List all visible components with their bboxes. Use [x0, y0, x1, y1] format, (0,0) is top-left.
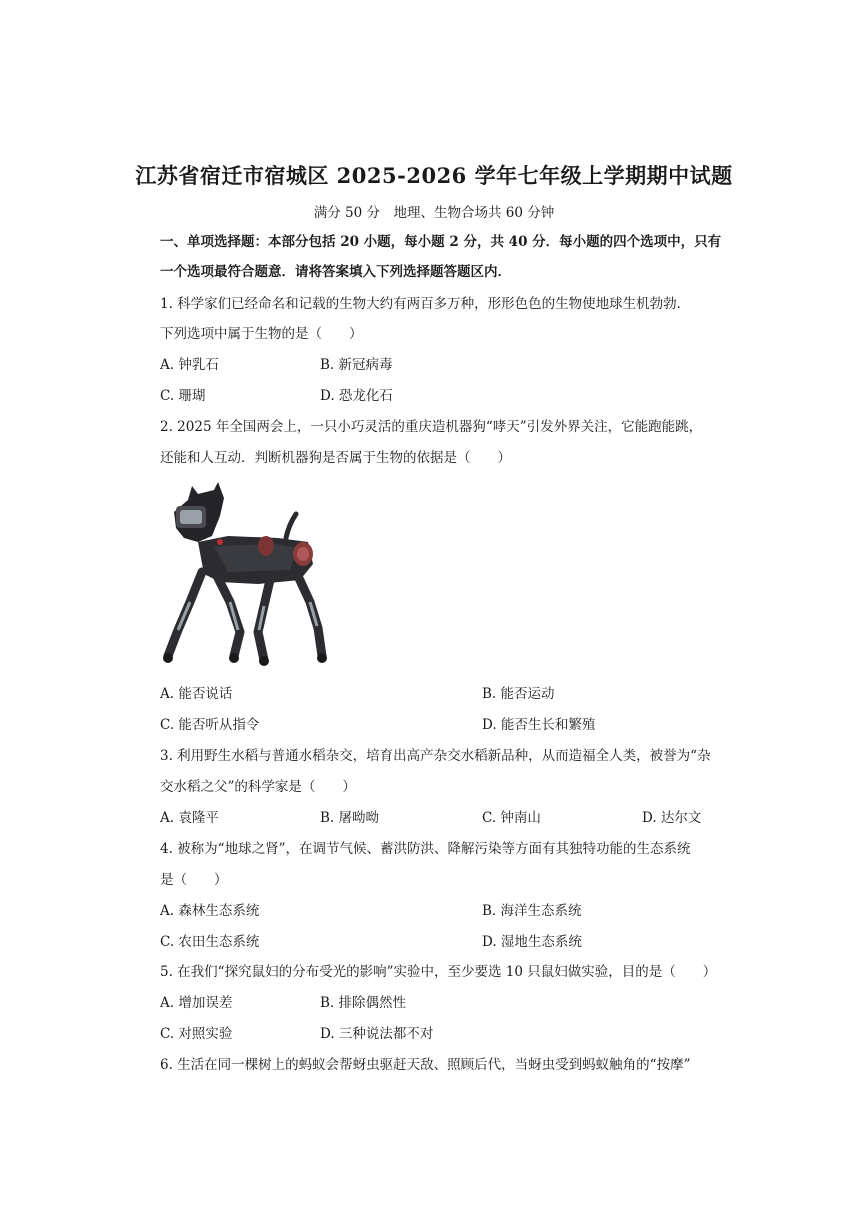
page-title: 江苏省宿迁市宿城区 2025-2026 学年七年级上学期期中试题	[135, 163, 733, 188]
question-3-option-a: A. 袁隆平	[160, 810, 219, 826]
question-3-option-c: C. 钟南山	[482, 810, 541, 826]
section-instruction-line1: 一、单项选择题：本部分包括 20 小题，每小题 2 分，共 40 分．每小题的四个选项中，只有	[160, 234, 722, 250]
question-2-option-c: C. 能否听从指令	[160, 717, 260, 733]
question-4-option-a: A. 森林生态系统	[160, 903, 260, 919]
question-5-option-d: D. 三种说法都不对	[320, 1026, 434, 1042]
page-subtitle: 满分 50 分 地理、生物合场共 60 分钟	[313, 205, 555, 221]
question-3-stem-line1: 3. 利用野生水稻与普通水稻杂交，培育出高产杂交水稻新品种，从而造福全人类，被誉为“杂	[160, 748, 711, 764]
question-1-option-b: B. 新冠病毒	[320, 357, 393, 373]
robot-dog-image	[158, 480, 334, 670]
question-2-option-a: A. 能否说话	[160, 686, 233, 702]
question-5-option-c: C. 对照实验	[160, 1026, 233, 1042]
question-3-stem-line2: 交水稻之父”的科学家是（ ）	[160, 779, 356, 795]
question-4-option-c: C. 农田生态系统	[160, 934, 260, 950]
question-2-option-b: B. 能否运动	[482, 686, 555, 702]
question-1-stem-line1: 1. 科学家们已经命名和记载的生物大约有两百多万种，形形色色的生物使地球生机勃勃．	[160, 296, 691, 312]
question-4-option-d: D. 湿地生态系统	[482, 934, 582, 950]
question-2-stem-line1: 2. 2025 年全国两会上，一只小巧灵活的重庆造机器狗“哮天”引发外界关注，它能跑能跳，	[160, 419, 703, 435]
question-5-stem-line1: 5. 在我们“探究鼠妇的分布受光的影响”实验中，至少要选 10 只鼠妇做实验，目的是（ ）	[160, 964, 717, 980]
question-1-option-c: C. 珊瑚	[160, 388, 206, 404]
question-1-option-a: A. 钟乳石	[160, 357, 219, 373]
question-1-stem-line2: 下列选项中属于生物的是（ ）	[160, 326, 363, 342]
question-2-stem-line2: 还能和人互动．判断机器狗是否属于生物的依据是（ ）	[160, 450, 511, 466]
question-3-option-b: B. 屠呦呦	[320, 810, 380, 826]
question-4-stem-line2: 是（ ）	[160, 872, 228, 888]
question-5-option-b: B. 排除偶然性	[320, 995, 407, 1011]
question-6-stem-line1: 6. 生活在同一棵树上的蚂蚁会帮蚜虫驱赶天敌、照顾后代，当蚜虫受到蚂蚁触角的“按摩”	[160, 1057, 691, 1073]
section-instruction-line2: 一个选项最符合题意．请将答案填入下列选择题答题区内．	[160, 264, 511, 280]
question-2-option-d: D. 能否生长和繁殖	[482, 717, 596, 733]
question-1-option-d: D. 恐龙化石	[320, 388, 393, 404]
question-4-stem-line1: 4. 被称为“地球之肾”，在调节气候、蓄洪防洪、降解污染等方面有其独特功能的生态系统	[160, 841, 691, 857]
question-3-option-d: D. 达尔文	[642, 810, 702, 826]
question-4-option-b: B. 海洋生态系统	[482, 903, 582, 919]
question-5-option-a: A. 增加误差	[160, 995, 233, 1011]
